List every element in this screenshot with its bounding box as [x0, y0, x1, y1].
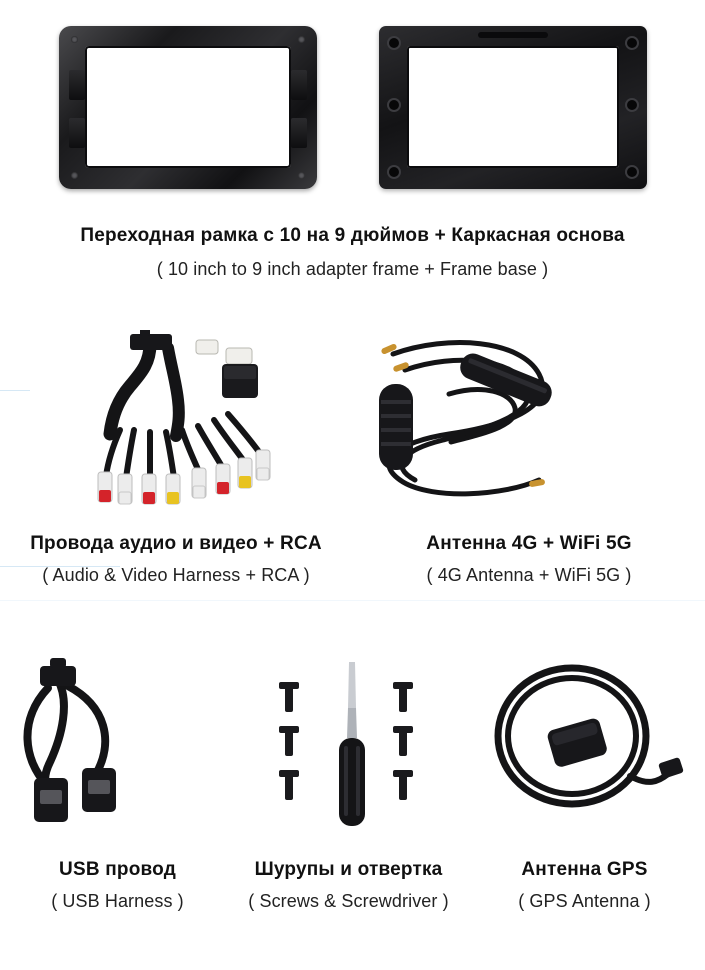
frame-mount-hole: [389, 38, 399, 48]
frame-screw-hole: [298, 36, 305, 43]
antenna-4g-wifi-image: [353, 330, 705, 510]
screws-caption-ru: Шурупы и отвертка: [254, 859, 443, 880]
frames-caption-en: ( 10 inch to 9 inch adapter frame + Frame base ): [156, 259, 549, 279]
gps-caption-en: ( GPS Antenna ): [518, 891, 651, 911]
section-frames: [0, 0, 705, 300]
frame-tab: [69, 70, 85, 100]
adapter-frame-glossy-image: [59, 26, 317, 189]
frames-row: [0, 26, 705, 201]
screws-caption-en: ( Screws & Screwdriver ): [248, 891, 449, 911]
frame-mount-hole: [627, 167, 637, 177]
item-antenna-4g-wifi: [353, 330, 705, 620]
frame-screw-hole: [71, 172, 78, 179]
frame-mount-hole: [627, 100, 637, 110]
gps-caption-ru: Антенна GPS: [521, 859, 648, 880]
usb-caption-en: ( USB Harness ): [51, 891, 184, 911]
screws-screwdriver-image: [231, 650, 466, 840]
item-gps-antenna: [472, 650, 697, 940]
frame-tab: [69, 118, 85, 148]
frame-screw-hole: [298, 172, 305, 179]
audio-video-harness-image: [0, 330, 352, 510]
usb-caption-ru: USB провод: [59, 859, 176, 880]
item-screws-screwdriver: [231, 650, 466, 940]
gps-antenna-image: [472, 650, 697, 840]
harness-caption-en: ( Audio & Video Harness + RCA ): [42, 565, 310, 585]
frame-mount-hole: [389, 100, 399, 110]
frame-notch: [478, 32, 548, 38]
frame-tab: [291, 118, 307, 148]
frame-mount-hole: [389, 167, 399, 177]
item-audio-video-harness-rca: [0, 330, 352, 620]
section-harness-antenna: [0, 330, 705, 620]
section-accessories: [0, 650, 705, 940]
item-usb-harness: [10, 650, 225, 940]
frames-caption-ru: Переходная рамка с 10 на 9 дюймов + Каркасная основа: [80, 225, 625, 246]
frame-tab: [291, 70, 307, 100]
frame-base-matte-image: [379, 26, 647, 189]
frame-screw-hole: [71, 36, 78, 43]
harness-caption-ru: Провода аудио и видео + RCA: [30, 533, 322, 554]
frame-mount-hole: [627, 38, 637, 48]
antenna-caption-en: ( 4G Antenna + WiFi 5G ): [426, 565, 632, 585]
usb-harness-image: [10, 650, 225, 840]
antenna-caption-ru: Антенна 4G + WiFi 5G: [426, 533, 632, 554]
